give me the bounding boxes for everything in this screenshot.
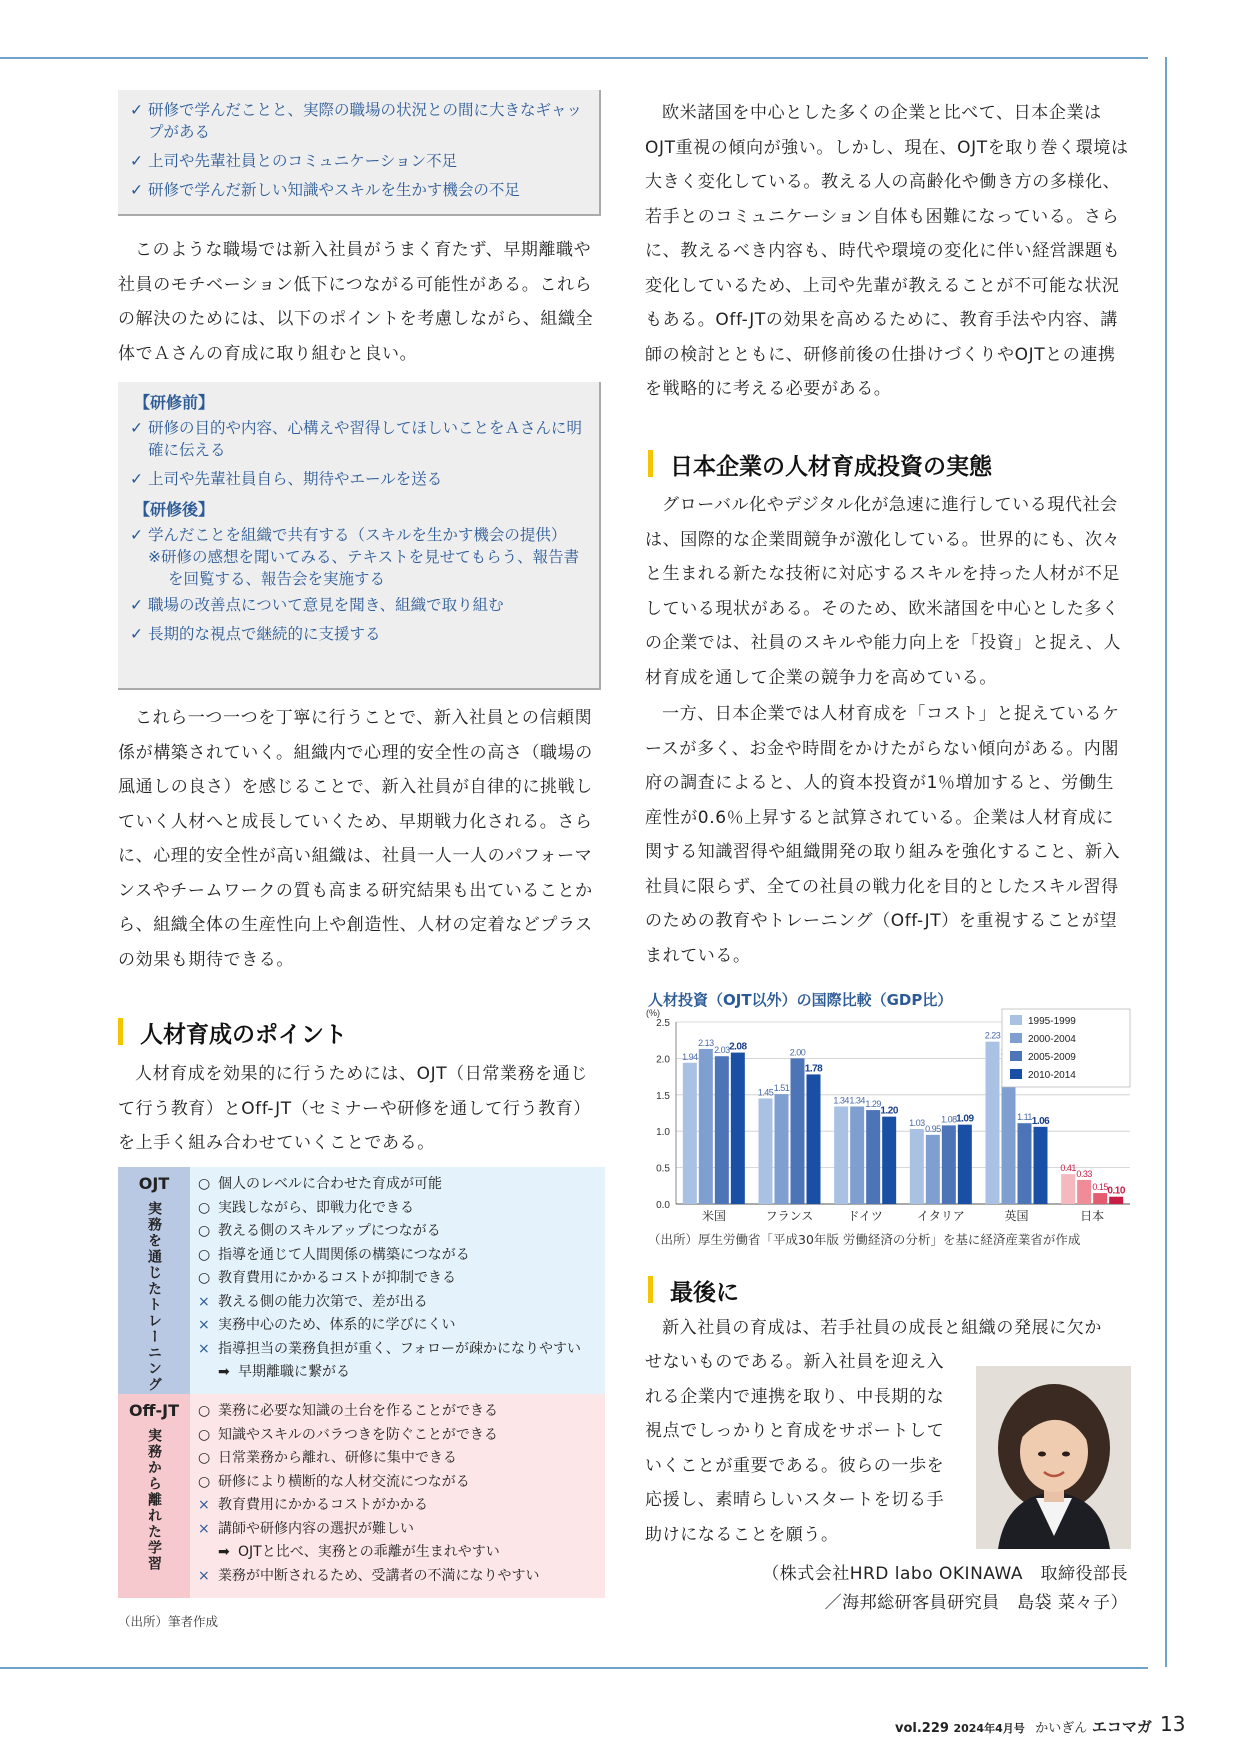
legend-swatch — [1010, 1033, 1022, 1043]
legend-label: 2005-2009 — [1028, 1052, 1076, 1063]
after-note: ※研修の感想を聞いてみる、テキストを見せてもらう、報告書を回覧する、報告会を実施する — [148, 548, 580, 588]
bar — [986, 1042, 1000, 1204]
right-para-4a: 新入社員の育成は、若手社員の成長と組織の発展に欠か — [662, 1318, 1102, 1338]
y-tick-label: 2.5 — [656, 1018, 670, 1029]
section-heading-points: 人材育成のポイント — [118, 1016, 347, 1049]
ojt-item — [198, 1220, 599, 1244]
bar — [791, 1058, 805, 1204]
offjt-sublabel: 実務から離れた学習 — [146, 1428, 162, 1572]
page-number: 13 — [1160, 1712, 1186, 1736]
data-label: 1.11 — [1017, 1112, 1032, 1123]
legend-swatch — [1010, 1051, 1022, 1061]
bar — [926, 1135, 940, 1204]
off-item — [198, 1471, 599, 1495]
y-tick-label: 1.5 — [656, 1090, 670, 1102]
off-item — [198, 1541, 599, 1565]
before-item: ✓ 研修の目的や内容、心構えや習得してほしいことをＡさんに明確に伝える — [130, 417, 591, 461]
ojt-item-mark: ○ — [198, 1199, 211, 1216]
data-label: 2.03 — [714, 1045, 730, 1056]
ojt-item-text: 早期離職に繋がる — [238, 1364, 350, 1380]
off-item-text: OJTと比べ、実務との乖離が生まれやすい — [238, 1544, 500, 1560]
right-para-3: 一方、日本企業では人材育成を「コスト」と捉えているケースが多く、お金や時間をかけたがらない傾向がある。内閣府の調査によると、人的資本投資が1％増加すると、労働生産性が0.6％上昇すると試算されている。企業は人材育成に関する知識習得や組織開発の取り組みを強化すること、新入社員に限らず、全ての社員の戦力化を目的としたスキル習得のための教育やトレーニング（Off-JT）を重視することが望まれている。 — [645, 704, 1121, 966]
ojt-sublabel: 実務を通じたトレーニング — [146, 1201, 162, 1393]
ojt-item-mark: ○ — [198, 1270, 211, 1286]
top-rule — [0, 57, 1148, 59]
bar — [759, 1098, 773, 1204]
ojt-item-text: 実務中心のため、体系的に学びにくい — [218, 1317, 456, 1333]
ojt-item-mark: ○ — [198, 1246, 211, 1263]
ojt-item-mark: ○ — [198, 1176, 211, 1192]
bar — [1093, 1193, 1107, 1204]
ojt-item — [198, 1267, 599, 1291]
off-item — [198, 1494, 599, 1518]
x-tick-label: 米国 — [701, 1209, 726, 1223]
off-item-text: 日常業務から離れ、研修に集中できる — [218, 1450, 457, 1466]
data-label: 0.10 — [1107, 1185, 1125, 1197]
legend-label: 1995-1999 — [1028, 1016, 1076, 1027]
author-affiliation: （株式会社HRD labo OKINAWA 取締役部長 — [762, 1564, 1128, 1584]
bar — [834, 1106, 848, 1204]
x-tick-label: 日本 — [1080, 1209, 1105, 1223]
off-item-text: 研修により横断的な人材交流につながる — [218, 1473, 470, 1490]
footer-date: 2024年4月号 — [953, 1722, 1025, 1735]
before-item: ✓ 上司や先輩社員自ら、期待やエールを送る — [130, 468, 591, 490]
bar — [1034, 1127, 1048, 1204]
issue-item: ✓ 研修で学んだ新しい知識やスキルを生かす機会の不足 — [130, 179, 591, 201]
bar — [683, 1063, 697, 1204]
table-source: （出所）筆者作成 — [118, 1614, 219, 1629]
ojt-item — [198, 1244, 599, 1268]
bar — [850, 1106, 864, 1204]
bar — [699, 1049, 713, 1204]
ojt-item-text: 指導担当の業務負担が重く、フォローが疎かになりやすい — [218, 1340, 582, 1357]
footer-vol: vol.229 — [895, 1721, 949, 1736]
off-item-mark: ○ — [198, 1450, 211, 1466]
right-para-4b: せないものである。新入社員を迎え入れる企業内で連携を取り、中長期的な視点でしっかりと育成をサポートしていくことが重要である。彼らの一歩を応援し、素晴らしいスタートを切る手助けになることを願う。 — [645, 1352, 945, 1545]
footer-brand-a: かいぎん — [1035, 1721, 1088, 1736]
bar — [882, 1117, 896, 1204]
y-axis-unit: (%) — [646, 1008, 660, 1018]
issue-item: ✓ 研修で学んだことと、実際の職場の状況との間に大きなギャップがある — [130, 99, 591, 143]
off-item-mark: ○ — [198, 1473, 211, 1490]
left-para-2: これら一つ一つを丁寧に行うことで、新入社員との信頼関係が構築されていく。組織内で心理的安全性の高さ（職場の風通しの良さ）を感じることで、新入社員が自律的に挑戦していく人材へと成長していくため、早期戦力化される。さらに、心理的安全性が高い組織は、社員一人一人のパフォーマンスやチームワークの質も高まる研究結果も出ていることから、組織全体の生産性向上や創造性、人材の定着などプラスの効果も期待できる。 — [118, 708, 593, 970]
ojt-item-mark: × — [198, 1293, 210, 1310]
author-photo — [976, 1366, 1131, 1549]
bar — [1077, 1180, 1091, 1204]
off-item-text: 講師や研修内容の選択が難しい — [218, 1520, 414, 1537]
off-item-mark: ➡ — [218, 1544, 230, 1560]
bar — [1109, 1197, 1123, 1204]
off-item-mark: ○ — [198, 1426, 211, 1443]
right-rule — [1165, 57, 1167, 1667]
offjt-items — [190, 1394, 605, 1598]
x-tick-label: フランス — [765, 1209, 814, 1223]
ojt-item-mark: × — [198, 1317, 210, 1333]
right-para-2: グローバル化やデジタル化が急速に進行している現代社会は、国際的な企業間競争が激化している。世界的にも、次々と生まれる新たな技術に対応するスキルを持った人材が不足している現状がある。そのため、欧米諸国を中心とした多くの企業では、社員のスキルや能力向上を「投資」と捉え、人材育成を通して企業の競争力を高めている。 — [645, 495, 1122, 688]
legend-label: 2010-2014 — [1028, 1070, 1076, 1081]
chart-title: 人材投資（OJT以外）の国際比較（GDP比） — [648, 991, 953, 1009]
bar — [1061, 1174, 1075, 1204]
data-label: 1.09 — [956, 1113, 974, 1125]
bar — [775, 1094, 789, 1204]
data-label: 2.00 — [789, 1047, 806, 1058]
data-label: 0.41 — [1060, 1163, 1076, 1174]
data-label: 1.29 — [865, 1099, 881, 1110]
x-tick-label: イタリア — [916, 1209, 965, 1223]
ojt-item-mark: ➡ — [218, 1364, 230, 1380]
ojt-item-text: 個人のレベルに合わせた育成が可能 — [218, 1176, 442, 1192]
after-item: ✓ 長期的な視点で継続的に支援する — [130, 623, 591, 645]
off-item-text: 業務に必要な知識の土台を作ることができる — [218, 1403, 498, 1419]
off-item-text: 知識やスキルのバラつきを防ぐことができる — [218, 1426, 498, 1443]
off-item — [198, 1400, 599, 1424]
training-box — [118, 382, 601, 690]
author-signature — [640, 1560, 1128, 1618]
bottom-rule — [0, 1667, 1148, 1669]
ojt-item-text: 実践しながら、即戦力化できる — [218, 1199, 414, 1216]
ojt-items — [190, 1167, 605, 1394]
bar — [942, 1125, 956, 1204]
before-heading: 【研修前】 — [134, 393, 215, 412]
data-label: 1.45 — [757, 1087, 774, 1098]
bar — [910, 1129, 924, 1204]
data-label: 1.03 — [909, 1118, 925, 1129]
footer-info — [895, 1716, 1152, 1737]
x-tick-label: ドイツ — [847, 1209, 883, 1223]
offjt-label: Off-JT — [128, 1401, 180, 1420]
issue-item: ✓ 上司や先輩社員とのコミュニケーション不足 — [130, 150, 591, 172]
off-item-text: 教育費用にかかるコストがかかる — [218, 1497, 428, 1513]
data-label: 1.06 — [1031, 1115, 1050, 1127]
data-label: 1.34 — [849, 1095, 865, 1106]
data-label: 1.34 — [833, 1095, 849, 1106]
bar — [731, 1053, 745, 1204]
ojt-item-text: 教える側の能力次第で、差が出る — [218, 1293, 428, 1310]
bar — [958, 1125, 972, 1204]
ojt-item — [198, 1197, 599, 1221]
issues-box — [118, 90, 601, 216]
ojt-item-mark: × — [198, 1340, 210, 1357]
chart-source: （出所）厚生労働省「平成30年版 労働経済の分析」を基に経済産業省が作成 — [648, 1232, 1081, 1247]
data-label: 1.78 — [804, 1063, 823, 1075]
ojt-item-text: 教育費用にかかるコストが抑制できる — [218, 1270, 456, 1286]
data-label: 0.33 — [1076, 1168, 1092, 1179]
legend-label: 2000-2004 — [1028, 1034, 1076, 1045]
ojt-item — [198, 1338, 599, 1362]
ojt-item-text: 指導を通じて人間関係の構築につながる — [218, 1246, 470, 1263]
bar — [807, 1074, 821, 1204]
off-item-mark: ○ — [198, 1403, 211, 1419]
ojt-item-mark: ○ — [198, 1223, 211, 1239]
left-para-3: 人材育成を効果的に行うためには、OJT（日常業務を通じて行う教育）とOff-JT（セミナーや研修を通して行う教育）を上手く組み合わせていくことである。 — [118, 1064, 591, 1153]
after-heading: 【研修後】 — [134, 500, 215, 519]
offjt-header — [118, 1394, 190, 1598]
off-item-mark: × — [198, 1520, 210, 1537]
ojt-label: OJT — [138, 1174, 170, 1193]
after-item: ✓ 職場の改善点について意見を聞き、組織で取り組む — [130, 594, 591, 616]
bar — [1018, 1123, 1032, 1204]
data-label: 1.94 — [682, 1051, 698, 1062]
y-tick-label: 1.0 — [656, 1127, 670, 1139]
off-item — [198, 1565, 599, 1589]
ojt-item — [198, 1314, 599, 1338]
ojt-item-text: 教える側のスキルアップにつながる — [218, 1223, 441, 1239]
data-label: 2.13 — [698, 1037, 714, 1048]
legend-swatch — [1010, 1015, 1022, 1025]
bar — [715, 1056, 729, 1204]
data-label: 2.23 — [984, 1030, 1001, 1041]
y-tick-label: 2.0 — [656, 1054, 670, 1066]
off-item — [198, 1424, 599, 1448]
off-item — [198, 1518, 599, 1542]
off-item-mark: × — [198, 1497, 210, 1513]
bar — [866, 1110, 880, 1204]
footer-brand-b: エコマガ — [1091, 1718, 1152, 1736]
data-label: 1.51 — [773, 1083, 790, 1094]
bar-chart — [640, 1006, 1140, 1228]
data-label: 1.08 — [941, 1114, 957, 1125]
y-tick-label: 0.0 — [656, 1200, 670, 1211]
data-label: 1.20 — [880, 1105, 898, 1117]
section-heading-final: 最後に — [648, 1274, 739, 1307]
off-item-mark: × — [198, 1567, 210, 1584]
right-para-1: 欧米諸国を中心とした多くの企業と比べて、日本企業はOJT重視の傾向が強い。しかし、現在、OJTを取り巻く環境は大きく変化している。教える人の高齢化や働き方の多様化、若手とのコミュニケーション自体も困難になっている。さらに、教えるべき内容も、時代や環境の変化に伴い経営課題も変化しているため、上司や先輩が教えることが不可能な状況もある。Off-JTの効果を高めるために、教育手法や内容、講師の検討とともに、研修前後の仕掛けづくりやOJTとの連携を戦略的に考える必要がある。 — [645, 103, 1129, 399]
ojt-offjt-table — [118, 1167, 605, 1598]
ojt-header — [118, 1167, 190, 1394]
author-name: ／海邦総研客員研究員 島袋 菜々子） — [824, 1593, 1128, 1613]
ojt-item — [198, 1291, 599, 1315]
off-item — [198, 1447, 599, 1471]
y-tick-label: 0.5 — [656, 1163, 670, 1175]
x-tick-label: 英国 — [1004, 1209, 1029, 1223]
ojt-item — [198, 1361, 599, 1385]
legend-swatch — [1010, 1069, 1022, 1079]
data-label: 0.15 — [1092, 1182, 1108, 1193]
section-heading-investment: 日本企業の人材育成投資の実態 — [648, 448, 992, 481]
off-item-text: 業務が中断されるため、受講者の不満になりやすい — [218, 1567, 540, 1584]
left-para-1: このような職場では新入社員がうまく育たず、早期離職や社員のモチベーション低下につながる可能性がある。これらの解決のためには、以下のポイントを考慮しながら、組織全体でＡさんの育成に取り組むと良い。 — [118, 240, 594, 364]
after-item: ✓ 学んだことを組織で共有する（スキルを生かす機会の提供） — [130, 524, 591, 546]
ojt-item — [198, 1173, 599, 1197]
data-label: 0.95 — [925, 1123, 941, 1134]
data-label: 2.08 — [729, 1041, 747, 1053]
